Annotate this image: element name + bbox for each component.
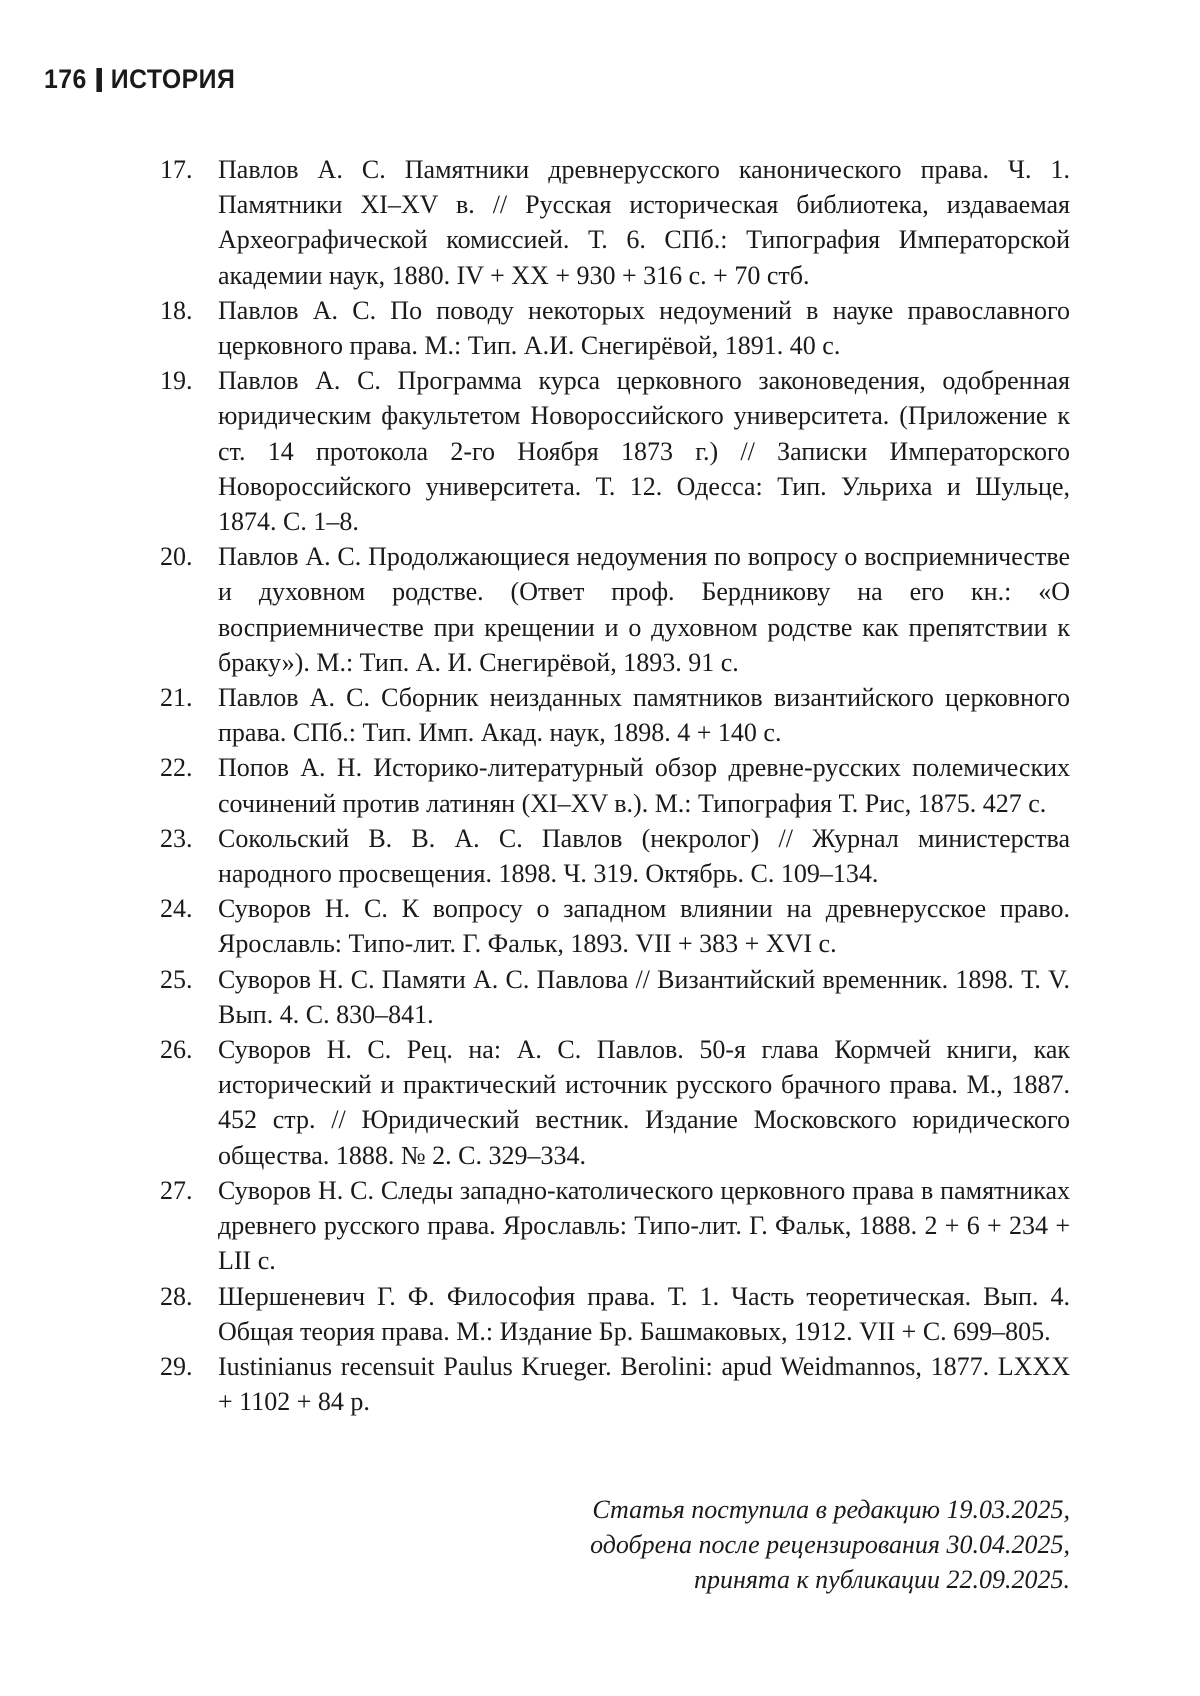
reference-number: 19. [160,366,193,396]
reference-item [160,363,1070,539]
reference-item [160,1032,1070,1173]
reference-text: Суворов Н. С. Памяти А. С. Павлова // Византийский временник. 1898. Т. V. Вып. 4. С. 830–841. [218,964,1070,1029]
reference-number: 24. [160,894,193,924]
reference-item [160,293,1070,363]
reference-number: 20. [160,542,193,572]
reference-item [160,1349,1070,1419]
reference-number: 28. [160,1281,193,1311]
reference-item [160,680,1070,750]
reference-number: 27. [160,1175,193,1205]
reference-item [160,1279,1070,1349]
reference-text: Суворов Н. С. Следы западно-католического церковного права в памятниках древнего русского права. Ярославль: Типо-лит. Г. Фальк, 1888. 2 + 6 + 234 + LII с. [218,1175,1070,1276]
reference-number: 21. [160,683,193,713]
reference-number: 26. [160,1035,193,1065]
reference-item [160,962,1070,1032]
section-title: ИСТОРИЯ [110,64,236,94]
reference-text: Павлов А. С. По поводу некоторых недоумений в науке православного церковного права. М.: Тип. А.И. Снегирёвой, 1891. 40 с. [218,295,1070,361]
running-head [44,66,235,93]
reference-text: Iustinianus recensuit Paulus Krueger. Berolini: apud Weidmannos, 1877. LXXX + 1102 + 84 p. [218,1351,1070,1417]
reference-item [160,152,1070,293]
accepted-date: принята к публикации 22.09.2025. [693,1565,1070,1595]
reference-text: Шершеневич Г. Ф. Философия права. Т. 1. Часть теоретическая. Вып. 4. Общая теория права. М.: Издание Бр. Башмаковых, 1912. VII + С. 699–805. [218,1281,1070,1346]
submission-dates [370,1492,1070,1598]
header-separator [96,68,102,92]
reference-text: Суворов Н. С. Рец. на: А. С. Павлов. 50-я глава Кормчей книги, как исторический и практический источник русского брачного права. М., 1887. 452 стр. // Юридический вестник. Издание Московского юридического общества. 1888. № 2. С. 329–334. [218,1035,1070,1170]
reference-item [160,821,1070,891]
reference-number: 25. [160,964,193,994]
reference-text: Сокольский В. В. А. С. Павлов (некролог) // Журнал министерства народного просвещения. 1898. Ч. 319. Октябрь. С. 109–134. [218,823,1070,889]
reference-text: Суворов Н. С. К вопросу о западном влиянии на древнерусское право. Ярославль: Типо-лит. Г. Фальк, 1893. VII + 383 + XVI с. [218,894,1070,959]
reference-item [160,1173,1070,1279]
reference-item [160,750,1070,820]
reference-item [160,539,1070,680]
reference-list [160,152,1070,1419]
page-number: 176 [44,64,87,94]
reference-number: 22. [160,753,193,783]
reference-text: Павлов А. С. Памятники древнерусского канонического права. Ч. 1. Памятники XI–XV в. // Русская историческая библиотека, издаваемая Археографической комиссией. Т. 6. СПб.: Типография Императорской академии наук, 1880. IV + XX + 930 + 316 с. + 70 стб. [218,155,1070,290]
reference-text: Павлов А. С. Программа курса церковного законоведения, одобренная юридическим факультетом Новороссийского университета. (Приложение к ст. 14 протокола 2-го Ноября 1873 г.) // Записки Императорского Новороссийского университета. Т. 12. Одесса: Тип. Ульриха и Шульце, 1874. С. 1–8. [218,366,1070,537]
reference-number: 29. [160,1351,193,1381]
reference-item [160,891,1070,961]
reference-text: Павлов А. С. Продолжающиеся недоумения по вопросу о восприемничестве и духовном родстве. (Ответ проф. Бердникову на его кн.: «О восприемничестве при крещении и о духовном родстве как препятствии к браку»). М.: Тип. А. И. Снегирёвой, 1893. 91 с. [218,542,1070,677]
approved-date: одобрена после рецензирования 30.04.2025, [590,1530,1070,1560]
reference-text: Павлов А. С. Сборник неизданных памятников византийского церковного права. СПб.: Тип. Имп. Акад. наук, 1898. 4 + 140 с. [218,683,1070,748]
reference-number: 18. [160,295,193,325]
reference-number: 17. [160,155,193,184]
received-date: Статья поступила в редакцию 19.03.2025, [592,1495,1070,1524]
reference-text: Попов А. Н. Историко-литературный обзор древне-русских полемических сочинений против латинян (XI–XV в.). М.: Типография Т. Рис, 1875. 427 с. [218,753,1070,818]
reference-number: 23. [160,823,193,853]
